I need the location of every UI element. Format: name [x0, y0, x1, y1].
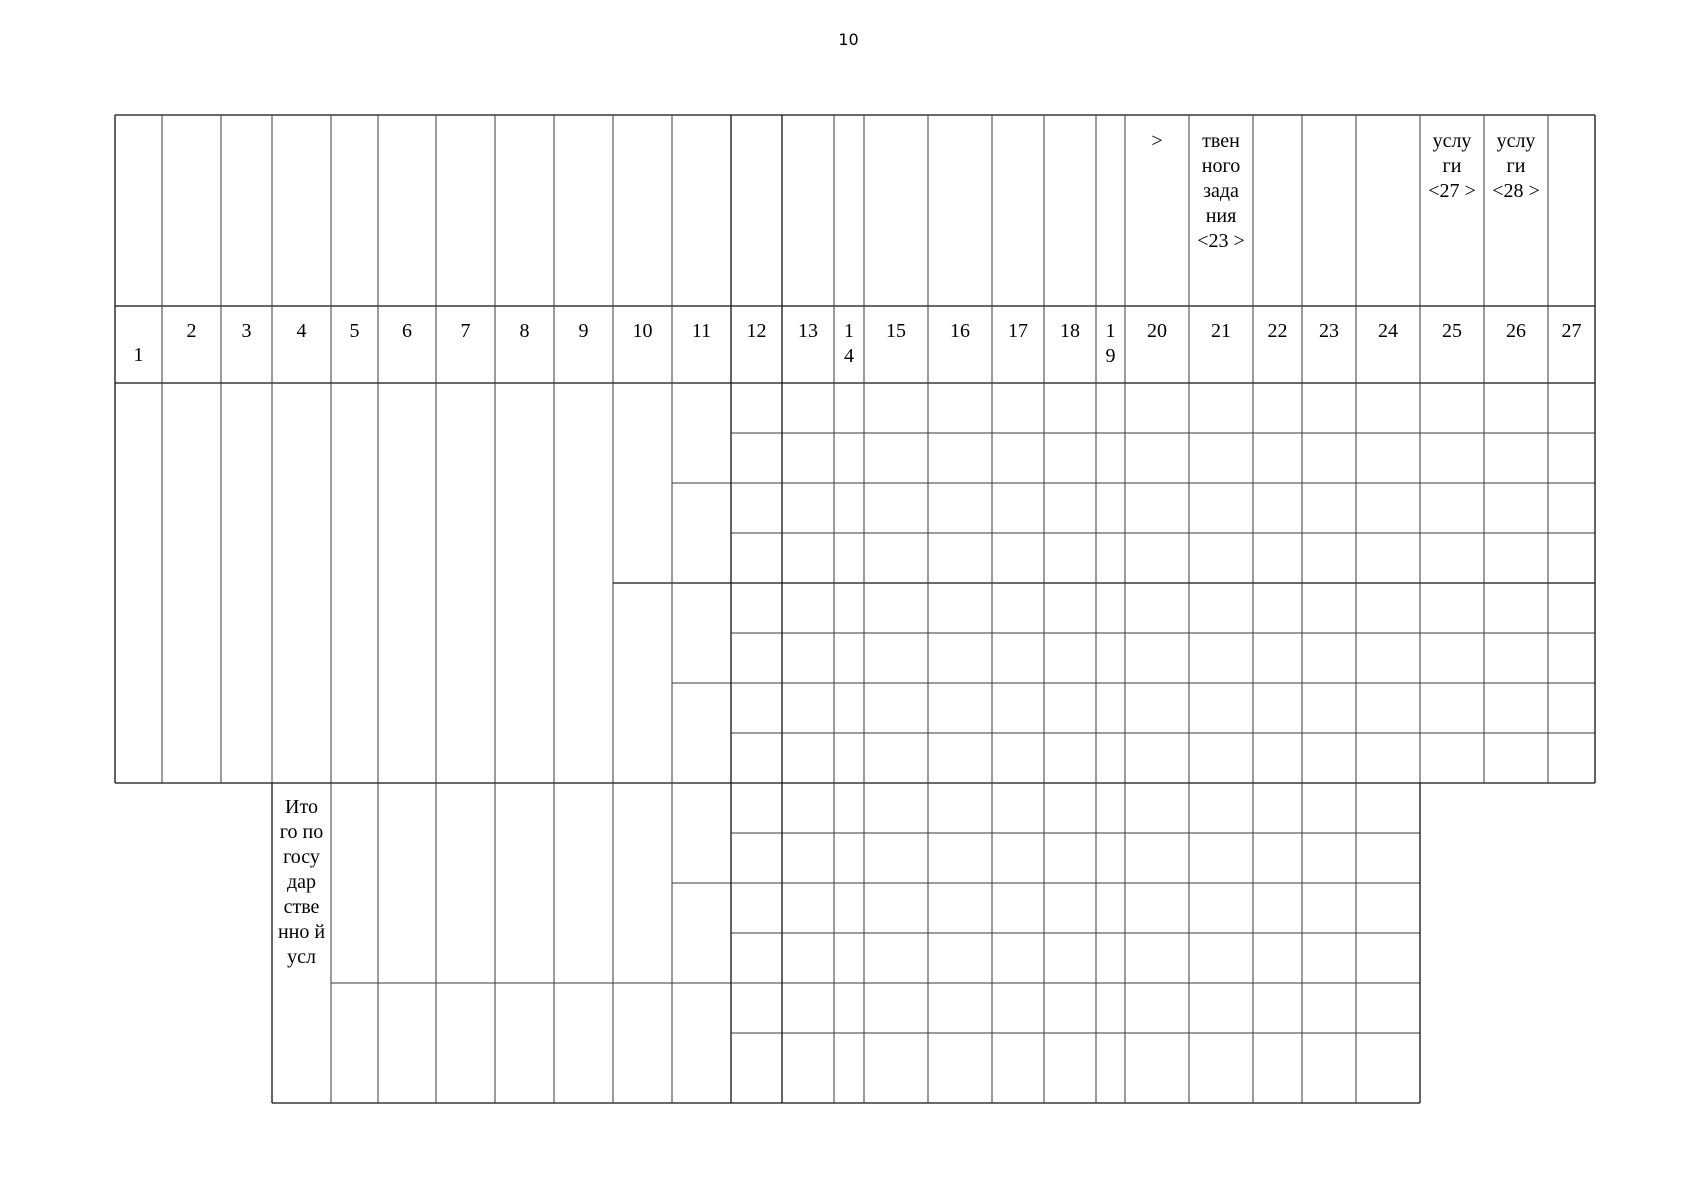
- column-number-24: 24: [1378, 320, 1398, 342]
- column-number-8: 8: [519, 320, 530, 342]
- column-number-20: 20: [1147, 320, 1167, 342]
- column-number-27: 27: [1561, 320, 1582, 342]
- column-number-5: 5: [349, 320, 360, 342]
- column-number-4: 4: [296, 320, 307, 342]
- header-fragment-col-20: >: [1151, 130, 1163, 152]
- column-number-3: 3: [241, 320, 252, 342]
- column-number-10: 10: [632, 320, 653, 342]
- column-number-14: 14: [844, 320, 854, 367]
- column-number-7: 7: [460, 320, 471, 342]
- column-number-26: 26: [1506, 320, 1526, 342]
- column-number-2: 2: [186, 320, 197, 342]
- column-number-11: 11: [691, 320, 712, 342]
- column-number-9: 9: [578, 320, 589, 342]
- header-fragment-col-21: твен ного зада ния <23 >: [1197, 130, 1245, 252]
- column-number-19: 19: [1105, 320, 1116, 367]
- header-fragment-col-26: услу ги <28 >: [1492, 130, 1540, 202]
- column-number-12: 12: [746, 320, 767, 342]
- column-number-16: 16: [950, 320, 970, 342]
- column-number-18: 18: [1060, 320, 1080, 342]
- column-number-21: 21: [1211, 320, 1231, 342]
- column-number-6: 6: [402, 320, 412, 342]
- column-number-17: 17: [1008, 320, 1028, 342]
- page-number: 10: [838, 30, 859, 49]
- column-number-1: 1: [133, 344, 144, 366]
- column-number-25: 25: [1442, 320, 1462, 342]
- column-number-15: 15: [886, 320, 906, 342]
- column-number-22: 22: [1267, 320, 1288, 342]
- column-number-13: 13: [798, 320, 818, 342]
- header-fragment-col-25: услу ги <27 >: [1428, 130, 1476, 202]
- column-number-23: 23: [1319, 320, 1339, 342]
- total-label: Ито го по госу дар стве нно й усл: [277, 796, 326, 968]
